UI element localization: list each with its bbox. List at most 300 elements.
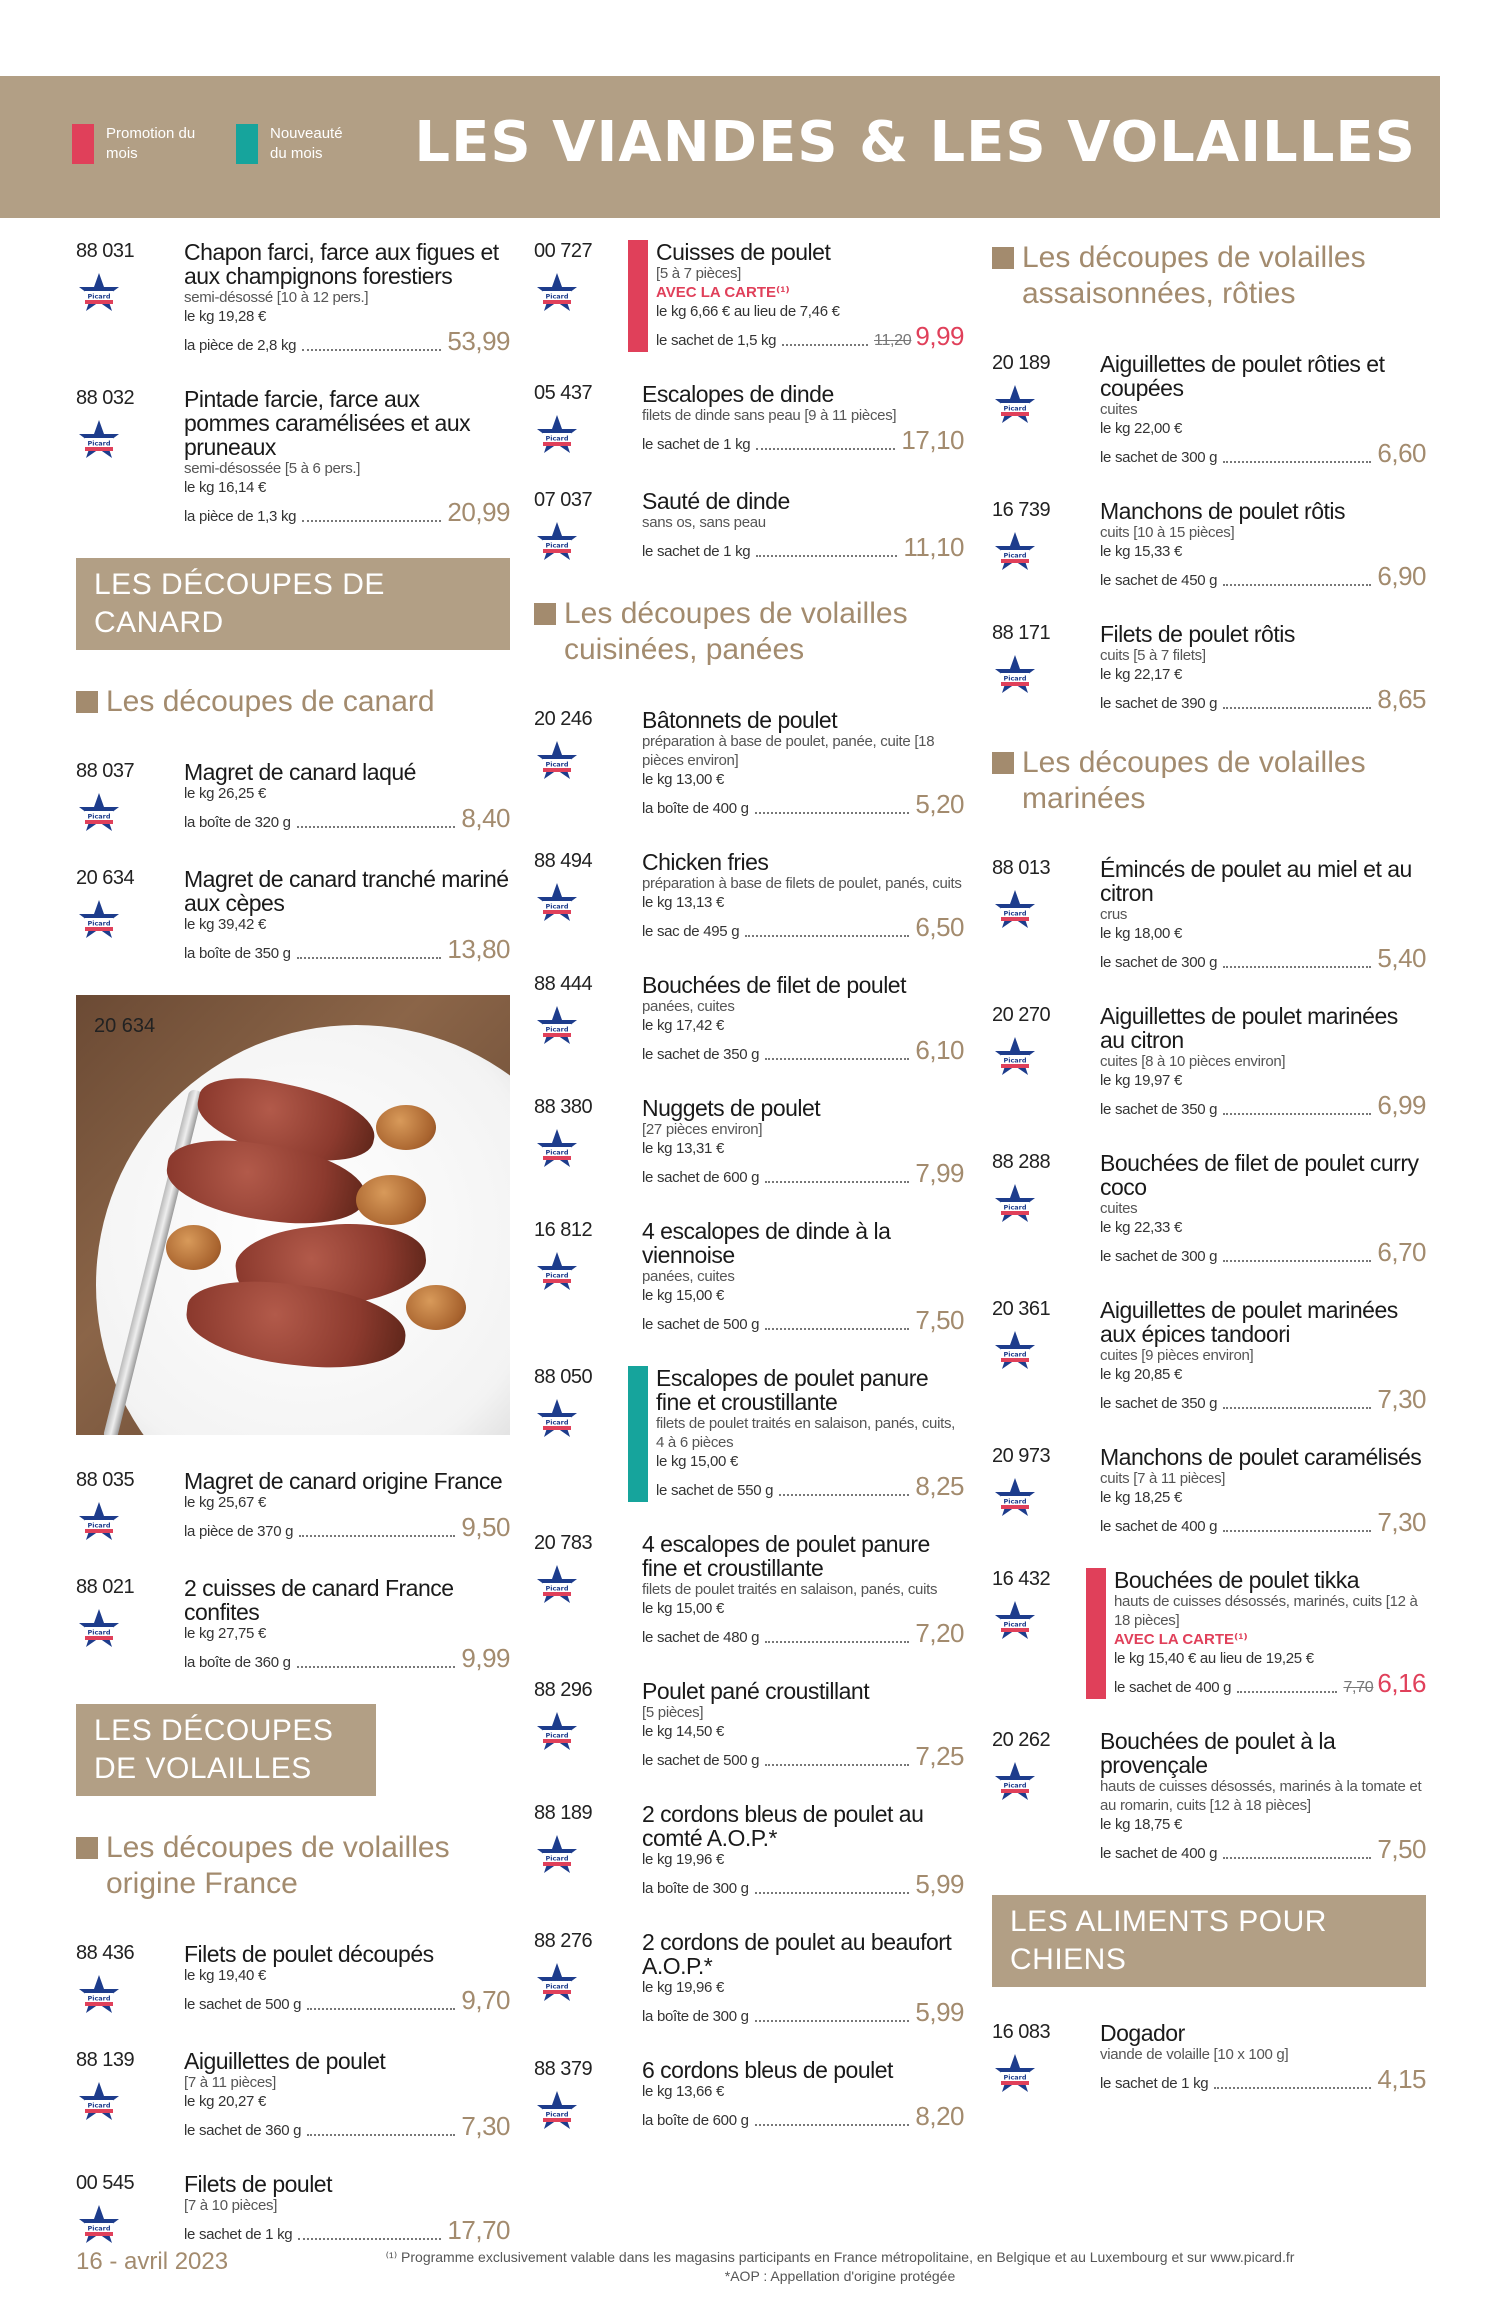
product-code-block (534, 1366, 642, 1502)
dot-leader (765, 1641, 909, 1643)
svg-text:Picard: Picard (1003, 1781, 1027, 1790)
dot-leader (297, 826, 456, 828)
product-info (1100, 499, 1426, 592)
product-code-block (76, 867, 184, 965)
product-code-block (992, 1729, 1100, 1865)
product-info (1100, 1298, 1426, 1415)
price-row (1100, 1834, 1426, 1865)
france-origin-badge-icon (76, 2203, 122, 2249)
mushroom-image (406, 1285, 466, 1330)
dot-leader (1223, 1530, 1371, 1532)
price-per-kg: le kg 19,28 € (184, 308, 266, 325)
price: 7,99 (915, 1158, 964, 1188)
dot-leader (302, 520, 441, 522)
product-code: 88 189 (534, 1802, 593, 1824)
product-description: cuites (1100, 401, 1138, 418)
dot-leader (297, 957, 442, 959)
dot-leader (1214, 2087, 1371, 2089)
package-size: le sachet de 1,5 kg (656, 332, 777, 349)
product-code: 05 437 (534, 382, 593, 404)
product-info (642, 1802, 964, 1900)
product-code: 88 050 (534, 1366, 593, 1388)
product-code-block (992, 1151, 1100, 1268)
svg-text:Picard: Picard (545, 1584, 569, 1593)
package-size: le sachet de 300 g (1100, 1248, 1218, 1265)
svg-text:Picard: Picard (87, 1994, 111, 2003)
product-code-block (534, 240, 642, 352)
product-name: Magret de canard origine France (184, 1468, 503, 1494)
dot-leader (765, 1764, 909, 1766)
product-code-block (76, 1576, 184, 1674)
product-code: 20 634 (76, 867, 135, 889)
price-per-kg: le kg 18,25 € (1100, 1489, 1182, 1506)
square-icon (534, 603, 556, 625)
dot-leader (302, 349, 441, 351)
product-item (534, 1930, 964, 2028)
product-name: Manchons de poulet caramélisés (1100, 1444, 1422, 1470)
square-icon (992, 752, 1014, 774)
product-description: semi-désossée [5 à 6 pers.] (184, 460, 361, 477)
page-header (0, 76, 1440, 218)
package-size: la boîte de 300 g (642, 1880, 749, 1897)
product-code: 88 171 (992, 622, 1051, 644)
price-row (642, 1035, 964, 1066)
dot-leader (1223, 1260, 1371, 1262)
svg-text:Picard: Picard (545, 1982, 569, 1991)
product-code: 88 276 (534, 1930, 593, 1952)
product-description: filets de poulet traités en salaison, panés, cuits (642, 1581, 938, 1598)
price-per-kg: le kg 20,27 € (184, 2093, 266, 2110)
package-size: le sachet de 350 g (1100, 1101, 1218, 1118)
svg-text:Picard: Picard (87, 1628, 111, 1637)
price-per-kg: le kg 15,00 € (656, 1453, 738, 1470)
product-list (76, 1942, 510, 2249)
france-origin-badge-icon (992, 530, 1038, 576)
package-size: le sachet de 360 g (184, 2122, 302, 2139)
price: 7,20 (915, 1618, 964, 1648)
product-item (992, 352, 1426, 469)
product-list (76, 240, 510, 528)
france-origin-badge-icon (992, 1599, 1038, 1645)
dot-leader (1223, 966, 1371, 968)
product-info (184, 1576, 510, 1674)
product-name: Aiguillettes de poulet marinées aux épices tandoori (1100, 1297, 1398, 1347)
price-per-kg: le kg 18,75 € (1100, 1816, 1182, 1833)
product-code: 00 727 (534, 240, 593, 262)
france-origin-badge-icon (534, 271, 580, 317)
product-name: Aiguillettes de poulet rôties et coupées (1100, 351, 1385, 401)
dot-leader (299, 1535, 455, 1537)
price: 6,60 (1377, 438, 1426, 468)
product-info (642, 2058, 964, 2135)
price-per-kg: le kg 15,33 € (1100, 543, 1182, 560)
dot-leader (765, 1328, 909, 1330)
package-size: le sachet de 1 kg (642, 543, 751, 560)
product-code-block (534, 1532, 642, 1649)
product-item (534, 1096, 964, 1189)
dot-leader (755, 812, 910, 814)
product-name: Chapon farci, farce aux figues et aux champignons forestiers (184, 239, 499, 289)
price: 6,99 (1377, 1090, 1426, 1120)
france-origin-badge-icon (992, 383, 1038, 429)
subsection-heading (76, 1830, 510, 1902)
product-code: 88 037 (76, 760, 135, 782)
product-code: 88 031 (76, 240, 135, 262)
svg-text:Picard: Picard (545, 1731, 569, 1740)
product-code: 20 361 (992, 1298, 1051, 1320)
product-name: Bouchées de poulet tikka (1114, 1567, 1360, 1593)
product-description: hauts de cuisses désossés, marinés, cuits [12 à 18 pièces] (1114, 1593, 1418, 1629)
price: 20,99 (447, 497, 510, 527)
product-info (184, 387, 510, 528)
france-origin-badge-icon (992, 1182, 1038, 1228)
package-size: le sachet de 350 g (1100, 1395, 1218, 1412)
price-row (642, 1618, 964, 1649)
product-description: filets de dinde sans peau [9 à 11 pièces] (642, 407, 897, 424)
svg-text:Picard: Picard (1003, 1350, 1027, 1359)
product-info (642, 708, 964, 820)
france-origin-badge-icon (534, 881, 580, 927)
product-info (184, 2172, 510, 2249)
price-row (642, 789, 964, 820)
product-item (534, 1366, 964, 1502)
product-code: 88 288 (992, 1151, 1051, 1173)
product-list (534, 708, 964, 2135)
price-per-kg: le kg 19,40 € (184, 1967, 266, 1984)
subsection-heading (76, 684, 510, 720)
product-name: Cuisses de poulet (656, 239, 831, 265)
dot-leader (298, 2238, 441, 2240)
product-code: 88 139 (76, 2049, 135, 2071)
product-name: Nuggets de poulet (642, 1095, 821, 1121)
product-info (642, 382, 964, 459)
france-origin-badge-icon (534, 1127, 580, 1173)
price-per-kg: le kg 14,50 € (642, 1723, 724, 1740)
product-code: 88 380 (534, 1096, 593, 1118)
price-per-kg: le kg 22,33 € (1100, 1219, 1182, 1236)
product-description: sans os, sans peau (642, 514, 766, 531)
product-name: Émincés de poulet au miel et au citron (1100, 856, 1412, 906)
product-item (992, 1298, 1426, 1415)
product-code: 20 783 (534, 1532, 593, 1554)
price: 7,50 (915, 1305, 964, 1335)
product-code-block (992, 2021, 1100, 2098)
france-origin-badge-icon (534, 2089, 580, 2135)
price: 7,50 (1377, 1834, 1426, 1864)
product-name: 2 cordons bleus de poulet au comté A.O.P.* (642, 1801, 924, 1851)
product-info (1100, 1004, 1426, 1121)
product-code: 20 262 (992, 1729, 1051, 1751)
old-price: 7,70 (1343, 1679, 1374, 1696)
product-description: cuits [7 à 11 pièces] (1100, 1470, 1226, 1487)
package-size: le sachet de 300 g (1100, 954, 1218, 971)
product-info (642, 1366, 964, 1502)
price: 8,65 (1377, 684, 1426, 714)
france-origin-badge-icon (534, 739, 580, 785)
product-code: 00 545 (76, 2172, 135, 2194)
product-code-block (534, 708, 642, 820)
france-origin-badge-icon (534, 1833, 580, 1879)
product-code-block (992, 857, 1100, 974)
package-size: la pièce de 1,3 kg (184, 508, 297, 525)
product-item (534, 1532, 964, 1649)
product-item (534, 973, 964, 1066)
price: 53,99 (447, 326, 510, 356)
price-row (1100, 2064, 1426, 2095)
price: 5,99 (915, 1869, 964, 1899)
france-origin-badge-icon (76, 418, 122, 464)
svg-text:Picard: Picard (1003, 909, 1027, 918)
price: 17,70 (447, 2215, 510, 2245)
product-info (1100, 1151, 1426, 1268)
svg-text:Picard: Picard (1003, 551, 1027, 560)
dot-leader (1223, 461, 1371, 463)
product-description: cuites [9 pièces environ] (1100, 1347, 1254, 1364)
product-info (184, 760, 510, 837)
dot-leader (765, 1058, 909, 1060)
section-band: LES DÉCOUPES DE VOLAILLES (76, 1704, 376, 1796)
product-name: Aiguillettes de poulet (184, 2048, 386, 2074)
svg-text:Picard: Picard (545, 1854, 569, 1863)
dot-leader (755, 2124, 910, 2126)
product-description: cuits [10 à 15 pièces] (1100, 524, 1235, 541)
svg-text:Picard: Picard (87, 812, 111, 821)
package-size: la boîte de 320 g (184, 814, 291, 831)
product-info (184, 2049, 510, 2142)
price-row (1100, 1384, 1426, 1415)
svg-text:Picard: Picard (545, 541, 569, 550)
price-row (1100, 684, 1426, 715)
product-code-block (76, 240, 184, 357)
price-per-kg: le kg 22,17 € (1100, 666, 1182, 683)
product-description: [27 pièces environ] (642, 1121, 763, 1138)
mushroom-image (356, 1175, 426, 1225)
package-size: le sachet de 450 g (1100, 572, 1218, 589)
product-code: 88 444 (534, 973, 593, 995)
product-name: Bouchées de poulet à la provençale (1100, 1728, 1336, 1778)
price: 5,20 (915, 789, 964, 819)
product-item (534, 1219, 964, 1336)
price-row (1100, 438, 1426, 469)
product-code: 88 021 (76, 1576, 135, 1598)
product-name: Filets de poulet (184, 2171, 332, 2197)
price-row (642, 425, 964, 456)
product-item (992, 2021, 1426, 2098)
svg-text:Picard: Picard (87, 1521, 111, 1530)
product-name: Magret de canard laqué (184, 759, 416, 785)
price: 13,80 (447, 934, 510, 964)
price: 5,99 (915, 1997, 964, 2027)
product-info (642, 1219, 964, 1336)
svg-text:Picard: Picard (1003, 1056, 1027, 1065)
dot-leader (755, 1892, 910, 1894)
subsection-heading (992, 745, 1426, 817)
product-info (1100, 2021, 1426, 2098)
price-row (184, 803, 510, 834)
france-origin-badge-icon (992, 1760, 1038, 1806)
product-code: 20 189 (992, 352, 1051, 374)
price-per-kg: le kg 15,40 € au lieu de 19,25 € (1114, 1650, 1314, 1667)
product-item (534, 1802, 964, 1900)
package-size: le sachet de 400 g (1100, 1518, 1218, 1535)
price-per-kg: le kg 22,00 € (1100, 420, 1182, 437)
dot-leader (756, 448, 895, 450)
france-origin-badge-icon (992, 1476, 1038, 1522)
column-3 (992, 240, 1426, 2128)
svg-text:Picard: Picard (1003, 1497, 1027, 1506)
product-item (992, 857, 1426, 974)
product-description: préparation à base de filets de poulet, panés, cuits (642, 875, 962, 892)
dot-leader (765, 1181, 909, 1183)
france-origin-badge-icon (534, 1961, 580, 2007)
svg-text:Picard: Picard (1003, 1203, 1027, 1212)
package-size: le sachet de 400 g (1100, 1845, 1218, 1862)
package-size: la boîte de 600 g (642, 2112, 749, 2129)
product-code-block (992, 1298, 1100, 1415)
dot-leader (307, 2008, 455, 2010)
price-per-kg: le kg 13,00 € (642, 771, 724, 788)
dot-leader (756, 555, 897, 557)
france-origin-badge-icon (534, 1710, 580, 1756)
price: 8,40 (461, 803, 510, 833)
price-row (184, 326, 510, 357)
product-item (992, 1151, 1426, 1268)
price: 6,10 (915, 1035, 964, 1065)
package-size: le sachet de 390 g (1100, 695, 1218, 712)
product-info (642, 489, 964, 566)
package-size: le sachet de 480 g (642, 1629, 760, 1646)
france-origin-badge-icon (76, 271, 122, 317)
price-row (642, 1869, 964, 1900)
column-2 (534, 240, 964, 2165)
product-info (1100, 352, 1426, 469)
dot-leader (1223, 707, 1371, 709)
dot-leader (1223, 1113, 1371, 1115)
price-row (184, 1985, 510, 2016)
france-origin-badge-icon (992, 1035, 1038, 1081)
product-code: 16 812 (534, 1219, 593, 1241)
legend-label: Nouveauté du mois (270, 125, 343, 162)
svg-text:Picard: Picard (545, 1025, 569, 1034)
product-code-block (992, 1445, 1100, 1538)
dot-leader (755, 2020, 910, 2022)
svg-text:Picard: Picard (545, 1148, 569, 1157)
price-row (1100, 561, 1426, 592)
product-item (76, 240, 510, 357)
product-description: crus (1100, 906, 1128, 923)
product-code-block (992, 499, 1100, 592)
product-code: 88 013 (992, 857, 1051, 879)
price: 9,50 (461, 1512, 510, 1542)
price-per-kg: le kg 39,42 € (184, 916, 266, 933)
product-description: semi-désossé [10 à 12 pers.] (184, 289, 369, 306)
product-code-block (992, 622, 1100, 715)
product-code: 88 436 (76, 1942, 135, 1964)
price-per-kg: le kg 13,31 € (642, 1140, 724, 1157)
price-row (184, 1643, 510, 1674)
price-row (1100, 943, 1426, 974)
product-description: [7 à 10 pièces] (184, 2197, 278, 2214)
dot-leader (307, 2134, 455, 2136)
product-item (992, 1568, 1426, 1699)
price: 6,90 (1377, 561, 1426, 591)
price-per-kg: le kg 13,66 € (642, 2083, 724, 2100)
price-per-kg: le kg 15,00 € (642, 1287, 724, 1304)
product-list (534, 240, 964, 566)
svg-text:Picard: Picard (545, 902, 569, 911)
product-name: Bâtonnets de poulet (642, 707, 838, 733)
france-origin-badge-icon (76, 1607, 122, 1653)
price: 6,70 (1377, 1237, 1426, 1267)
subsection-title: Les découpes de volailles assaisonnées, rôties (1022, 241, 1366, 310)
price-row (184, 497, 510, 528)
france-origin-badge-icon (992, 2052, 1038, 2098)
product-info (642, 850, 964, 943)
price-per-kg: le kg 15,00 € (642, 1600, 724, 1617)
price-row (1100, 1507, 1426, 1538)
france-origin-badge-icon (992, 888, 1038, 934)
product-item (992, 1729, 1426, 1865)
product-code: 16 083 (992, 2021, 1051, 2043)
product-list (76, 1469, 510, 1674)
product-info (1100, 857, 1426, 974)
price-per-kg: le kg 13,13 € (642, 894, 724, 911)
dot-leader (1223, 1857, 1371, 1859)
package-size: le sachet de 300 g (1100, 449, 1218, 466)
price: 11,10 (903, 532, 964, 562)
package-size: la pièce de 2,8 kg (184, 337, 297, 354)
product-code-block (76, 1942, 184, 2019)
product-item (76, 2049, 510, 2142)
product-name: 4 escalopes de dinde à la viennoise (642, 1218, 891, 1268)
footnote-line: ⁽¹⁾ Programme exclusivement valable dans les magasins participants en France métropolitaine, en Belgique et au Luxembourg et sur www.picard.fr (385, 2249, 1295, 2265)
product-name: 6 cordons bleus de poulet (642, 2057, 893, 2083)
svg-text:Picard: Picard (545, 1271, 569, 1280)
svg-text:Picard: Picard (545, 1418, 569, 1427)
page-number: 16 - avril 2023 (76, 2248, 229, 2275)
france-origin-badge-icon (534, 1397, 580, 1443)
product-item (76, 1469, 510, 1546)
svg-text:Picard: Picard (87, 2101, 111, 2110)
price-per-kg: le kg 17,42 € (642, 1017, 724, 1034)
product-info (642, 973, 964, 1066)
package-size: la boîte de 300 g (642, 2008, 749, 2025)
promotion-swatch (72, 124, 94, 164)
product-item (534, 1679, 964, 1772)
product-item (992, 1004, 1426, 1121)
package-size: la boîte de 360 g (184, 1654, 291, 1671)
product-code-block (992, 352, 1100, 469)
product-item (534, 489, 964, 566)
product-code-block (534, 1930, 642, 2028)
price-row (642, 2101, 964, 2132)
france-origin-badge-icon (534, 1563, 580, 1609)
product-code-block (534, 489, 642, 566)
price-row (184, 934, 510, 965)
product-info (642, 240, 964, 352)
price: 4,15 (1377, 2064, 1426, 2094)
product-list (992, 857, 1426, 1865)
product-code-block (534, 1802, 642, 1900)
price-row (642, 1305, 964, 1336)
france-origin-badge-icon (76, 1973, 122, 2019)
product-code: 16 432 (992, 1568, 1051, 1590)
product-item (992, 499, 1426, 592)
price-row (642, 1997, 964, 2028)
product-name: Escalopes de poulet panure fine et croustillante (656, 1365, 929, 1415)
france-origin-badge-icon (992, 653, 1038, 699)
nouveaute-swatch (236, 124, 258, 164)
